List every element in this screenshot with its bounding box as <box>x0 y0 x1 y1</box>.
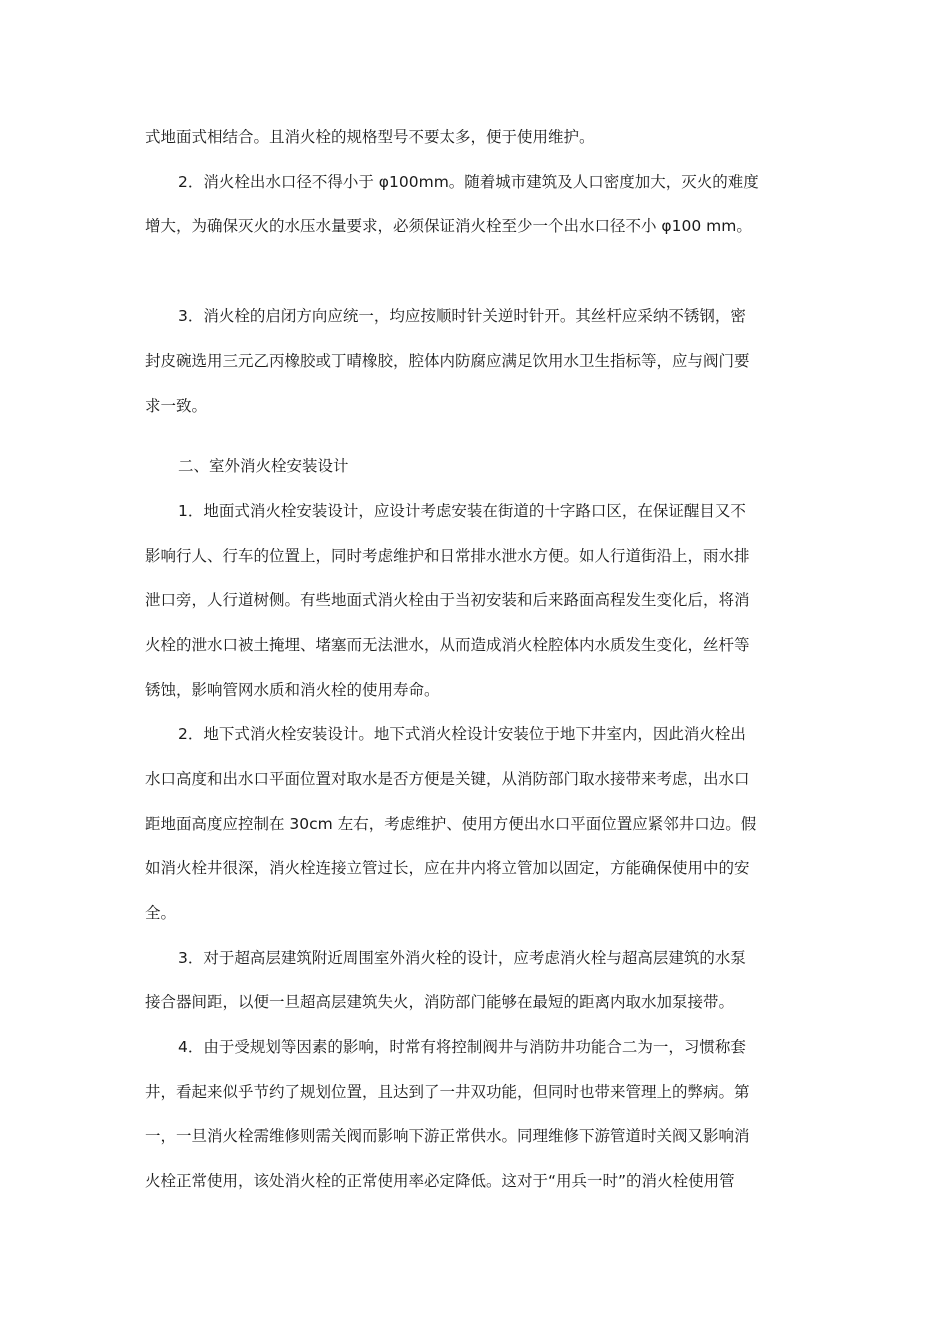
text-line: 3．消火栓的启闭方向应统一，均应按顺时针关逆时针开。其丝杆应采纳不锈钢，密 <box>178 307 746 325</box>
text-line: 增大，为确保灭火的水压水量要求，必须保证消火栓至少一个出水口径不小 φ100 mm。 <box>145 217 752 235</box>
section-heading: 二、室外消火栓安装设计 <box>178 457 349 475</box>
text-line: 锈蚀，影响管网水质和消火栓的使用寿命。 <box>145 681 440 699</box>
text-line: 式地面式相结合。且消火栓的规格型号不要太多，便于使用维护。 <box>145 128 595 146</box>
text-line: 求一致。 <box>145 397 208 415</box>
text-line: 一，一旦消火栓需维修则需关阀而影响下游正常供水。同理维修下游管道时关阀又影响消 <box>145 1127 750 1145</box>
text-line: 接合器间距，以便一旦超高层建筑失火，消防部门能够在最短的距离内取水加泵接带。 <box>145 993 735 1011</box>
text-line: 2．地下式消火栓安装设计。地下式消火栓设计安装位于地下井室内，因此消火栓出 <box>178 725 746 743</box>
text-line: 水口高度和出水口平面位置对取水是否方便是关键，从消防部门取水接带来考虑，出水口 <box>145 770 750 788</box>
text-line: 影响行人、行车的位置上，同时考虑维护和日常排水泄水方便。如人行道街沿上，雨水排 <box>145 547 750 565</box>
text-line: 如消火栓井很深，消火栓连接立管过长，应在井内将立管加以固定，方能确保使用中的安 <box>145 859 750 877</box>
text-line: 3．对于超高层建筑附近周围室外消火栓的设计，应考虑消火栓与超高层建筑的水泵 <box>178 949 746 967</box>
text-line: 距地面高度应控制在 30cm 左右，考虑维护、使用方便出水口平面位置应紧邻井口边。假 <box>145 815 757 833</box>
text-line: 1．地面式消火栓安装设计，应设计考虑安装在街道的十字路口区，在保证醒目又不 <box>178 502 746 520</box>
text-line: 全。 <box>145 904 177 922</box>
text-line: 2．消火栓出水口径不得小于 φ100mm。随着城市建筑及人口密度加大，灭火的难度 <box>178 173 759 191</box>
text-line: 泄口旁，人行道树侧。有些地面式消火栓由于当初安装和后来路面高程发生变化后，将消 <box>145 591 750 609</box>
text-line: 封皮碗选用三元乙丙橡胶或丁晴橡胶，腔体内防腐应满足饮用水卫生指标等，应与阀门要 <box>145 352 750 370</box>
text-line: 井，看起来似乎节约了规划位置，且达到了一井双功能，但同时也带来管理上的弊病。第 <box>145 1083 750 1101</box>
text-line: 火栓正常使用，该处消火栓的正常使用率必定降低。这对于“用兵一时”的消火栓使用管 <box>145 1172 735 1190</box>
text-line: 4．由于受规划等因素的影响，时常有将控制阀井与消防井功能合二为一，习惯称套 <box>178 1038 746 1056</box>
text-line: 火栓的泄水口被土掩埋、堵塞而无法泄水，从而造成消火栓腔体内水质发生变化，丝杆等 <box>145 636 750 654</box>
